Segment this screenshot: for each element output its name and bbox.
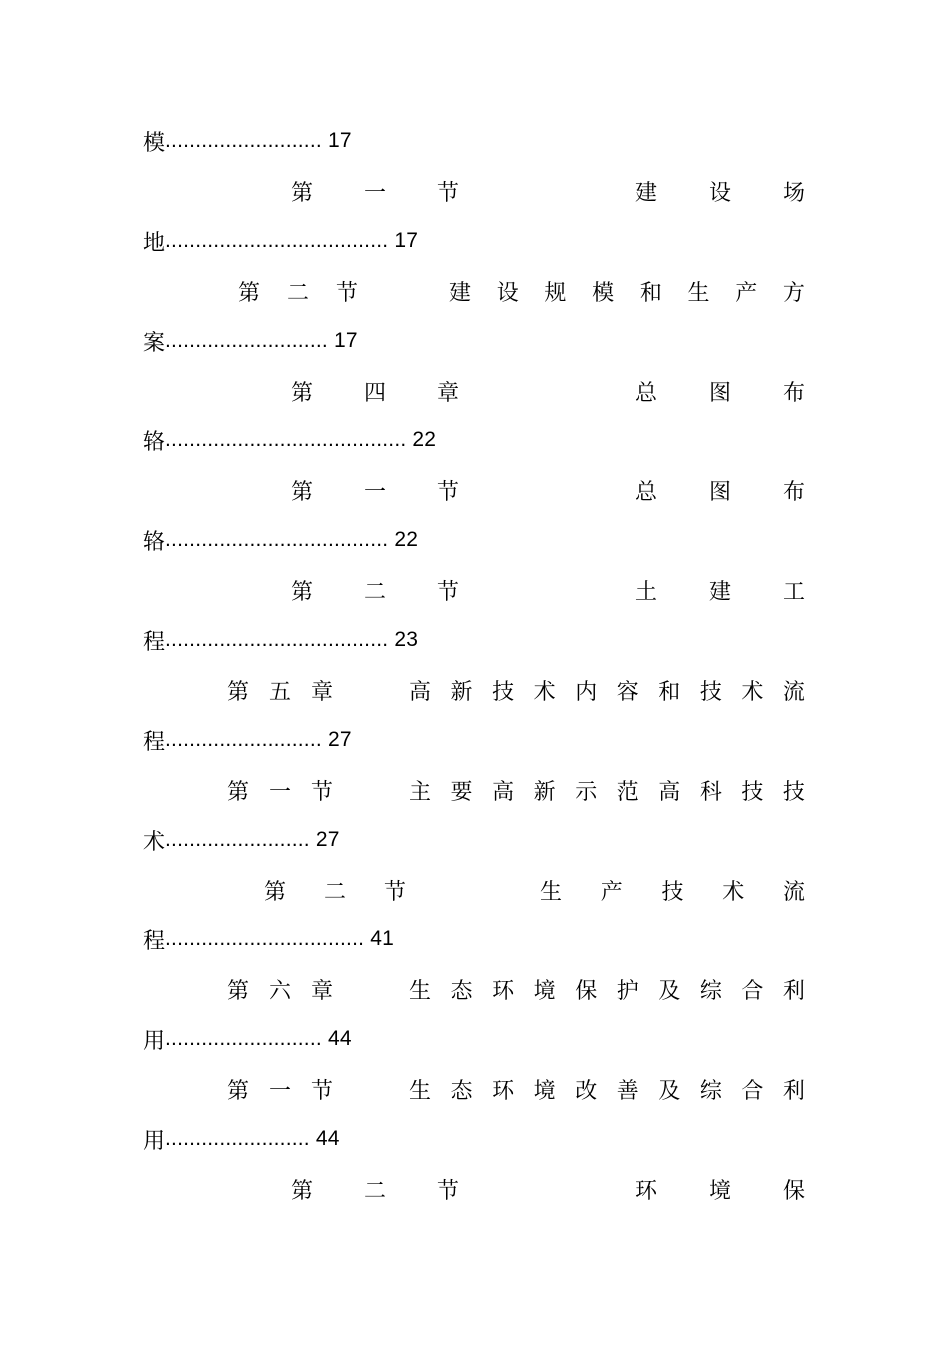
toc-continuation-line <box>143 324 805 358</box>
toc-char: 方 <box>782 280 805 306</box>
toc-char: 五 <box>268 679 291 705</box>
toc-title-end: 模 <box>143 130 166 156</box>
toc-char: 图 <box>708 479 731 505</box>
toc-char: 境 <box>708 1178 731 1204</box>
toc-heading-line <box>143 873 805 907</box>
toc-char: 内 <box>575 679 598 705</box>
toc-leader-and-page-number: ..................................... 17 <box>165 229 419 252</box>
toc-heading-line <box>143 374 805 408</box>
toc-section-number <box>291 575 459 606</box>
toc-leader-and-page-number: ................................. 41 <box>165 927 394 950</box>
toc-section-title <box>409 1074 805 1105</box>
toc-char: 工 <box>782 579 805 605</box>
toc-char: 保 <box>782 1178 805 1204</box>
toc-leader-and-page-number: ........................... 17 <box>165 329 358 352</box>
toc-char: 术 <box>741 679 764 705</box>
toc-leader-and-page-number: ..................................... 23 <box>165 628 419 651</box>
toc-char: 第 <box>264 879 287 905</box>
toc-section-title <box>449 276 805 307</box>
toc-leader-and-page-number: ........................ 44 <box>165 1127 340 1150</box>
toc-char: 土 <box>635 579 658 605</box>
toc-char: 第 <box>291 380 314 406</box>
toc-char: 主 <box>409 779 432 805</box>
toc-char: 利 <box>782 978 805 1004</box>
toc-leader-and-page-number: .......................... 44 <box>165 1027 352 1050</box>
toc-char: 第 <box>227 679 250 705</box>
toc-heading-line <box>143 174 805 208</box>
toc-section-number <box>238 276 358 307</box>
toc-char: 节 <box>310 779 333 805</box>
toc-char: 技 <box>699 679 722 705</box>
toc-char: 建 <box>635 180 658 206</box>
toc-section-title <box>635 475 805 506</box>
toc-heading-line <box>143 1072 805 1106</box>
toc-char: 设 <box>708 180 731 206</box>
toc-char: 及 <box>658 1078 681 1104</box>
toc-char: 流 <box>782 679 805 705</box>
toc-char: 一 <box>268 1078 291 1104</box>
toc-char: 章 <box>310 679 333 705</box>
toc-section-title <box>409 675 805 706</box>
toc-continuation-line <box>143 823 805 857</box>
toc-char: 要 <box>450 779 473 805</box>
toc-leader-and-page-number: .......................... 27 <box>165 728 352 751</box>
toc-section-title <box>635 376 805 407</box>
toc-char: 科 <box>699 779 722 805</box>
toc-char: 二 <box>363 579 386 605</box>
toc-section-number <box>291 475 459 506</box>
toc-char: 保 <box>575 978 598 1004</box>
toc-char: 总 <box>635 479 658 505</box>
toc-char: 生 <box>687 280 710 306</box>
toc-char: 节 <box>383 879 406 905</box>
toc-section-number <box>227 775 333 806</box>
toc-char: 一 <box>268 779 291 805</box>
toc-char: 章 <box>310 978 333 1004</box>
toc-continuation-line <box>143 224 805 258</box>
toc-char: 节 <box>436 180 459 206</box>
toc-char: 设 <box>496 280 519 306</box>
toc-char: 综 <box>699 1078 722 1104</box>
toc-char: 二 <box>323 879 346 905</box>
toc-char: 流 <box>782 879 805 905</box>
toc-title-end: 辂 <box>143 429 166 455</box>
toc-continuation-line <box>143 124 805 158</box>
toc-char: 节 <box>436 479 459 505</box>
toc-char: 场 <box>782 180 805 206</box>
toc-continuation-line <box>143 623 805 657</box>
toc-title-end: 术 <box>143 829 166 855</box>
toc-char: 节 <box>310 1078 333 1104</box>
toc-section-number <box>227 675 333 706</box>
toc-section-title <box>540 875 805 906</box>
toc-char: 合 <box>741 1078 764 1104</box>
toc-section-number <box>264 875 406 906</box>
toc-heading-line <box>143 972 805 1006</box>
toc-char: 章 <box>436 380 459 406</box>
toc-char: 生 <box>409 978 432 1004</box>
toc-section-number <box>291 1174 459 1205</box>
toc-section-title <box>635 176 805 207</box>
toc-char: 布 <box>782 479 805 505</box>
toc-char: 新 <box>533 779 556 805</box>
toc-char: 高 <box>409 679 432 705</box>
toc-char: 生 <box>409 1078 432 1104</box>
toc-leader-and-page-number: ........................ 27 <box>165 828 340 851</box>
toc-char: 产 <box>735 280 758 306</box>
toc-char: 境 <box>533 978 556 1004</box>
toc-char: 一 <box>363 479 386 505</box>
toc-char: 利 <box>782 1078 805 1104</box>
toc-char: 第 <box>291 579 314 605</box>
toc-heading-line <box>143 773 805 807</box>
toc-title-end: 地 <box>143 230 166 256</box>
toc-char: 容 <box>616 679 639 705</box>
toc-char: 环 <box>635 1178 658 1204</box>
toc-char: 环 <box>492 978 515 1004</box>
toc-heading-line <box>143 573 805 607</box>
toc-char: 第 <box>238 280 261 306</box>
toc-char: 术 <box>722 879 745 905</box>
toc-char: 布 <box>782 380 805 406</box>
toc-continuation-line <box>143 1122 805 1156</box>
toc-char: 改 <box>575 1078 598 1104</box>
toc-char: 生 <box>540 879 563 905</box>
toc-char: 建 <box>449 280 472 306</box>
toc-char: 护 <box>616 978 639 1004</box>
toc-title-end: 辂 <box>143 529 166 555</box>
toc-char: 新 <box>450 679 473 705</box>
toc-char: 一 <box>363 180 386 206</box>
toc-char: 第 <box>227 1078 250 1104</box>
toc-section-number <box>227 1074 333 1105</box>
toc-heading-line <box>143 473 805 507</box>
toc-continuation-line <box>143 723 805 757</box>
toc-leader-and-page-number: ........................................ 22 <box>165 428 437 451</box>
toc-section-title <box>409 974 805 1005</box>
toc-char: 环 <box>492 1078 515 1104</box>
toc-char: 第 <box>291 1178 314 1204</box>
toc-char: 技 <box>492 679 515 705</box>
toc-char: 总 <box>635 380 658 406</box>
toc-char: 高 <box>658 779 681 805</box>
toc-continuation-line <box>143 922 805 956</box>
toc-char: 示 <box>575 779 598 805</box>
toc-char: 六 <box>268 978 291 1004</box>
toc-section-title <box>409 775 805 806</box>
toc-char: 和 <box>658 679 681 705</box>
toc-char: 模 <box>592 280 615 306</box>
toc-title-end: 用 <box>143 1128 166 1154</box>
toc-char: 节 <box>436 579 459 605</box>
toc-section-number <box>291 376 459 407</box>
toc-char: 高 <box>492 779 515 805</box>
toc-char: 合 <box>741 978 764 1004</box>
toc-char: 图 <box>708 380 731 406</box>
toc-char: 术 <box>533 679 556 705</box>
toc-char: 技 <box>661 879 684 905</box>
toc-char: 第 <box>227 978 250 1004</box>
toc-section-title <box>635 1174 805 1205</box>
toc-section-number <box>227 974 333 1005</box>
toc-title-end: 程 <box>143 629 166 655</box>
toc-char: 建 <box>708 579 731 605</box>
toc-char: 技 <box>741 779 764 805</box>
toc-title-end: 用 <box>143 1028 166 1054</box>
toc-char: 规 <box>544 280 567 306</box>
toc-leader-and-page-number: .......................... 17 <box>165 129 352 152</box>
toc-char: 节 <box>335 280 358 306</box>
toc-heading-line <box>143 673 805 707</box>
toc-char: 态 <box>450 1078 473 1104</box>
toc-char: 产 <box>600 879 623 905</box>
toc-char: 范 <box>616 779 639 805</box>
toc-continuation-line <box>143 523 805 557</box>
toc-title-end: 案 <box>143 330 166 356</box>
toc-char: 境 <box>533 1078 556 1104</box>
toc-char: 综 <box>699 978 722 1004</box>
toc-char: 第 <box>291 479 314 505</box>
toc-char: 及 <box>658 978 681 1004</box>
toc-char: 和 <box>639 280 662 306</box>
toc-char: 技 <box>782 779 805 805</box>
toc-heading-line <box>143 274 805 308</box>
toc-char: 四 <box>363 380 386 406</box>
toc-continuation-line <box>143 1022 805 1056</box>
toc-title-end: 程 <box>143 729 166 755</box>
toc-title-end: 程 <box>143 928 166 954</box>
toc-char: 二 <box>286 280 309 306</box>
toc-char: 态 <box>450 978 473 1004</box>
toc-char: 二 <box>363 1178 386 1204</box>
toc-char: 善 <box>616 1078 639 1104</box>
toc-char: 第 <box>227 779 250 805</box>
toc-section-title <box>635 575 805 606</box>
toc-char: 节 <box>436 1178 459 1204</box>
toc-section-number <box>291 176 459 207</box>
toc-char: 第 <box>291 180 314 206</box>
toc-continuation-line <box>143 423 805 457</box>
toc-leader-and-page-number: ..................................... 22 <box>165 528 419 551</box>
toc-heading-line <box>143 1172 805 1206</box>
